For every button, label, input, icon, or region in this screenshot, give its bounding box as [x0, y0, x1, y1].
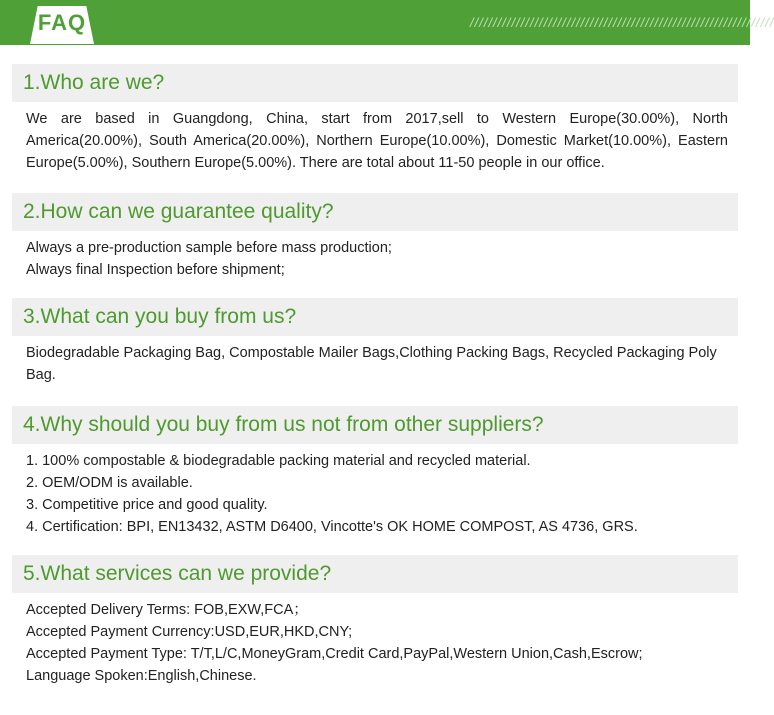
list-item: 2. OEM/ODM is available.	[26, 475, 193, 491]
section-title-why-us: 4.Why should you buy from us not from other suppliers?	[12, 406, 738, 444]
list-item: Accepted Delivery Terms: FOB,EXW,FCA；	[26, 602, 308, 618]
section-body-why-us	[26, 450, 728, 538]
section-body-who-are-we: We are based in Guangdong, China, start from 2017,sell to Western Europe(30.00%), North America(20.00%), South America(20.00%), Northern Europe(10.00%), Domestic Market(10.00%), Eastern Europe(5.00%), Southern Europe(5.00%). There are total about 11-50 people in our office.	[26, 111, 728, 171]
section-body-quality	[26, 237, 728, 281]
section-title-what-to-buy: 3.What can you buy from us?	[12, 298, 738, 336]
list-item: 3. Competitive price and good quality.	[26, 497, 268, 513]
section-title-who-are-we: 1.Who are we?	[12, 64, 738, 102]
decorative-stripes: //////////////////////////////////////////////////////////////////	[470, 15, 774, 30]
section-title-services: 5.What services can we provide?	[12, 555, 738, 593]
section-body-what-to-buy: Biodegradable Packaging Bag, Compostable Mailer Bags,Clothing Packing Bags, Recycled Packaging Poly Bag.	[26, 345, 717, 383]
list-item: Language Spoken:English,Chinese.	[26, 668, 257, 684]
list-item: Always a pre-production sample before mass production;	[26, 240, 392, 256]
list-item: Always final Inspection before shipment;	[26, 262, 285, 278]
faq-tab-label: FAQ	[37, 10, 87, 35]
list-item: 1. 100% compostable & biodegradable packing material and recycled material.	[26, 453, 531, 469]
list-item: 4. Certification: BPI, EN13432, ASTM D6400, Vincotte's OK HOME COMPOST, AS 4736, GRS.	[26, 519, 638, 535]
list-item: Accepted Payment Currency:USD,EUR,HKD,CNY;	[26, 624, 353, 640]
list-item: Accepted Payment Type: T/T,L/C,MoneyGram,Credit Card,PayPal,Western Union,Cash,Escrow;	[26, 646, 643, 662]
section-title-quality: 2.How can we guarantee quality?	[12, 193, 738, 231]
header-underline	[0, 40, 750, 45]
section-body-services	[26, 599, 728, 687]
